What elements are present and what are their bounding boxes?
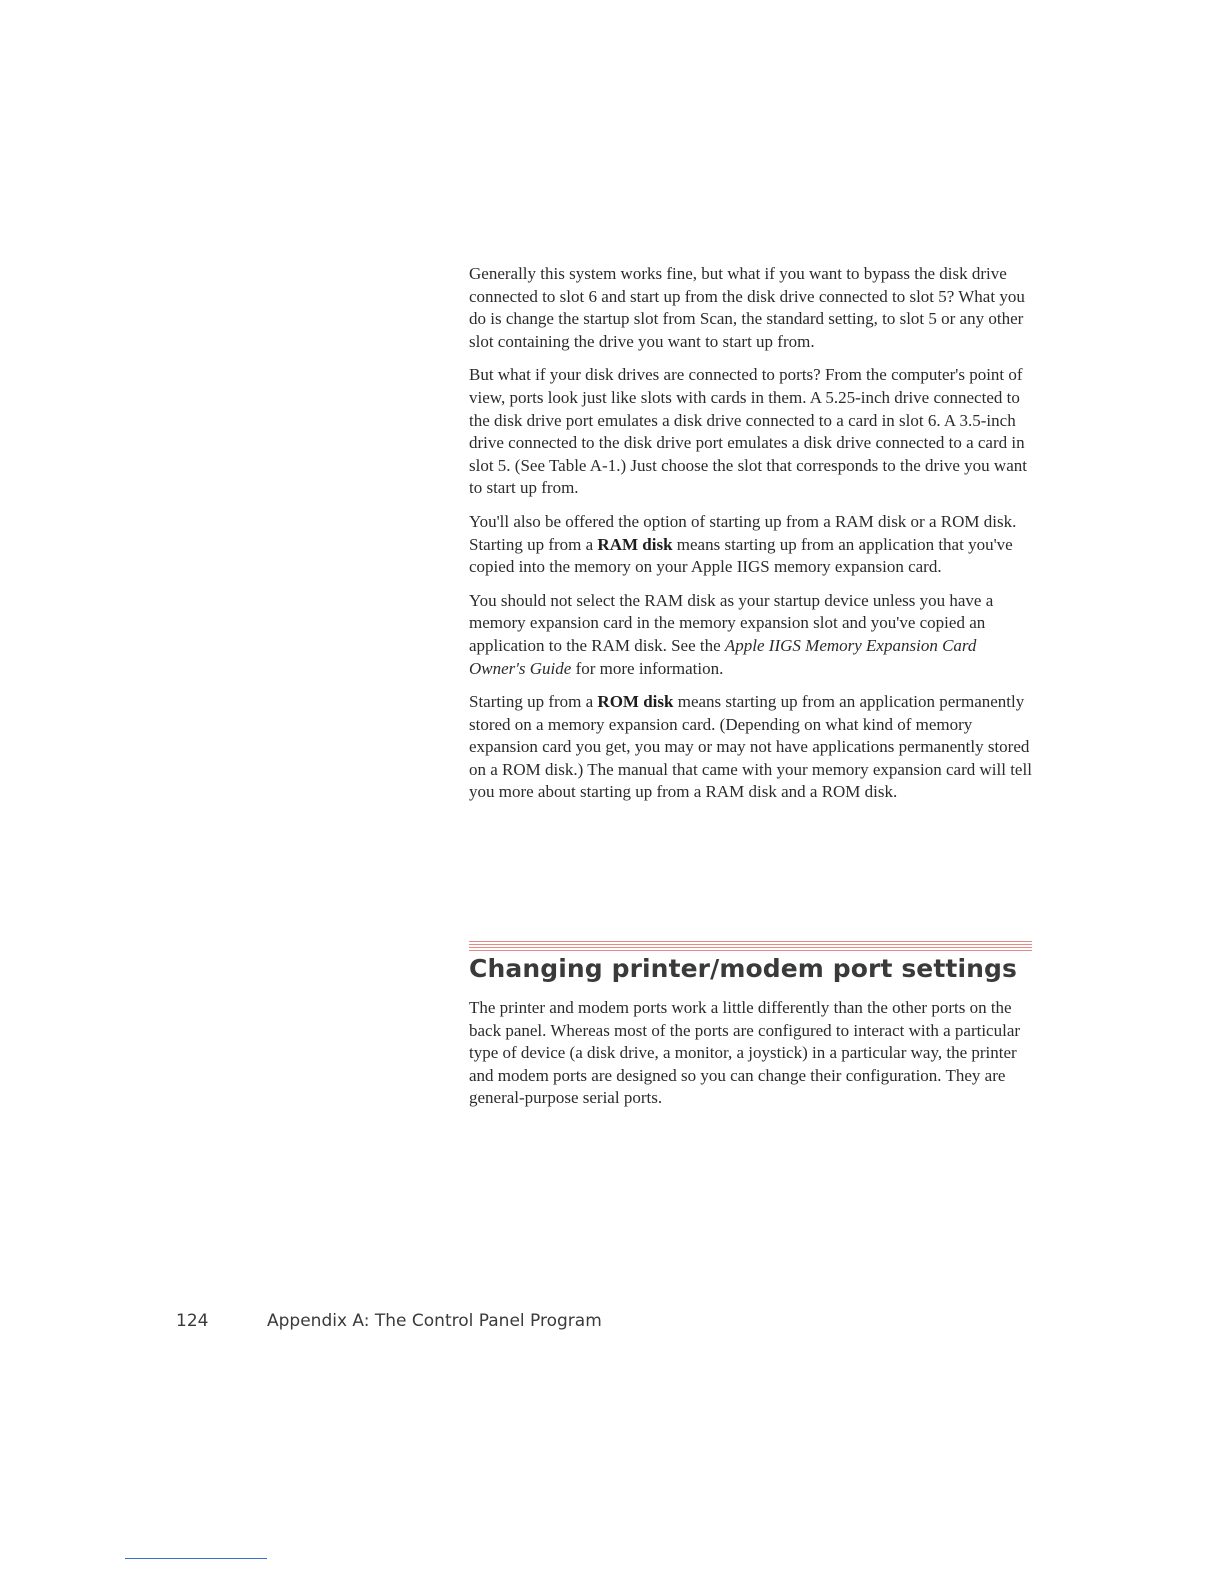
text-run: Starting up from a <box>469 692 598 712</box>
term-rom-disk: ROM disk <box>597 692 674 712</box>
text-run: You'll also be offered the option of starting up from a RAM disk or a ROM disk. Starting up from a <box>469 511 1017 554</box>
rule-line <box>469 941 1032 942</box>
running-footer-title: Appendix A: The Control Panel Program <box>267 1311 602 1331</box>
section-rule <box>469 941 1032 953</box>
text-run: You should not select the RAM disk as your startup device unless you have a memory expansion card in the memory expansion slot and you've copied an application to the RAM disk. See the <box>469 590 994 655</box>
section-heading: Changing printer/modem port settings <box>469 954 1017 983</box>
paragraph-ram-disk <box>469 511 1035 579</box>
text-run: for more information. <box>571 658 724 678</box>
rule-line <box>469 947 1032 948</box>
rule-line <box>469 950 1032 951</box>
rule-line <box>469 944 1032 945</box>
page-number: 124 <box>176 1311 209 1331</box>
text-run: means starting up from an application that you've copied into the memory on your Apple IIGS memory expansion card. <box>469 534 1013 577</box>
paragraph-startup-slot: Generally this system works fine, but what if you want to bypass the disk drive connected to slot 6 and start up from the disk drive connected to slot 5? What you do is change the startup slot from Scan, the standard setting, to slot 5 or any other slot containing the drive you want to start up from. <box>469 264 1025 351</box>
book-title: Apple IIGS Memory Expansion Card Owner's Guide <box>469 635 977 678</box>
text-run: means starting up from an application permanently stored on a memory expansion card. (Depending on what kind of memory expansion card you get, you may or may not have applications permanently stored on a ROM disk.) The manual that came with your memory expansion card will tell you more about starting up from a RAM disk and a ROM disk. <box>469 692 1032 802</box>
term-ram-disk: RAM disk <box>597 534 673 554</box>
paragraph-ram-disk-warning <box>469 590 1035 680</box>
paragraph-ports: But what if your disk drives are connected to ports? From the computer's point of view, ports look just like slots with cards in them. A 5.25-inch drive connected to the disk drive port emulates a disk drive connected to a card in slot 6. A 3.5-inch drive connected to the disk drive port emulates a disk drive connected to a card in slot 5. (See Table A-1.) Just choose the slot that corresponds to the drive you want to start up from. <box>469 365 1027 498</box>
section-body-paragraph: The printer and modem ports work a little differently than the other ports on the back panel. Whereas most of the ports are configured to interact with a particular type of device (a disk drive, a monitor, a joystick) in a particular way, the printer and modem ports are designed so you can change their configuration. They are general-purpose serial ports. <box>469 998 1021 1108</box>
bottom-edge-mark <box>125 1558 267 1559</box>
body-text-column <box>469 263 1035 815</box>
paragraph-rom-disk <box>469 691 1035 804</box>
